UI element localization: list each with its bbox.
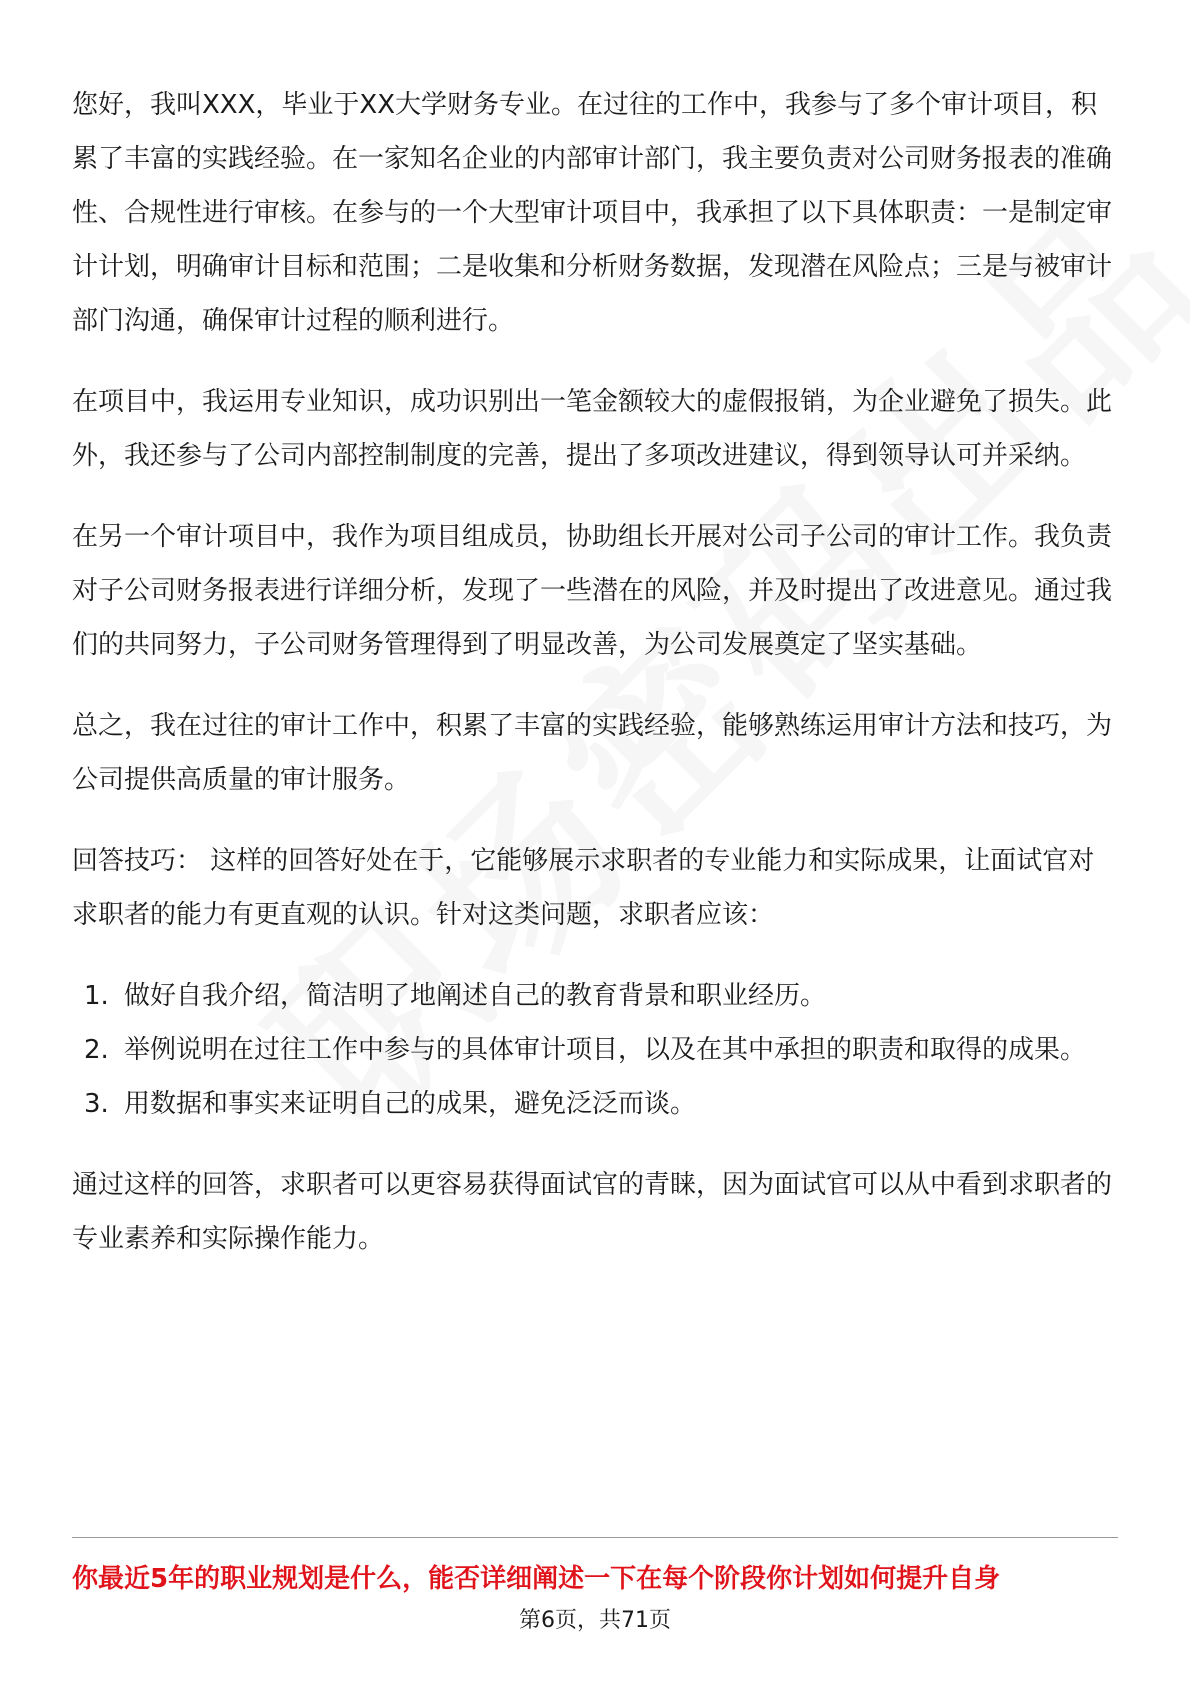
paragraph-intro: 您好，我叫XXX，毕业于XX大学财务专业。在过往的工作中，我参与了多个审计项目，积累了丰富的实践经验。在一家知名企业的内部审计部门，我主要负责对公司财务报表的准确性、合规性进行审核。在参与的一个大型审计项目中，我承担了以下具体职责：一是制定审计计划，明确审计目标和范围；二是收集和分析财务数据，发现潜在风险点；三是与被审计部门沟通，确保审计过程的顺利进行。 [72,90,1113,336]
divider [72,1537,1118,1538]
list-item [72,1023,1118,1077]
list-number: 1. [84,981,109,1011]
list-number: 3. [84,1089,109,1119]
tips-list [72,969,1118,1131]
next-question-heading: 你最近5年的职业规划是什么，能否详细阐述一下在每个阶段你计划如何提升自身 [72,1564,1001,1594]
list-item [72,969,1118,1023]
list-text: 用数据和事实来证明自己的成果，避免泛泛而谈。 [124,1089,697,1119]
paragraph-summary: 总之，我在过往的审计工作中，积累了丰富的实践经验，能够熟练运用审计方法和技巧，为公司提供高质量的审计服务。 [72,711,1113,795]
list-item [72,1077,1118,1131]
list-text: 做好自我介绍，简洁明了地阐述自己的教育背景和职业经历。 [124,981,827,1011]
answer-body [72,78,1118,1266]
page-number: 第6页，共71页 [519,1608,671,1633]
list-text: 举例说明在过往工作中参与的具体审计项目，以及在其中承担的职责和取得的成果。 [124,1035,1087,1065]
list-number: 2. [84,1035,109,1065]
paragraph-project-result: 在项目中，我运用专业知识，成功识别出一笔金额较大的虚假报销，为企业避免了损失。此外，我还参与了公司内部控制制度的完善，提出了多项改进建议，得到领导认可并采纳。 [72,387,1113,471]
paragraph-answer-tips: 回答技巧： 这样的回答好处在于，它能够展示求职者的专业能力和实际成果，让面试官对求职者的能力有更直观的认识。针对这类问题，求职者应该： [72,846,1095,930]
paragraph-conclusion: 通过这样的回答，求职者可以更容易获得面试官的青睐，因为面试官可以从中看到求职者的专业素养和实际操作能力。 [72,1170,1113,1254]
paragraph-subsidiary-audit: 在另一个审计项目中，我作为项目组成员，协助组长开展对公司子公司的审计工作。我负责对子公司财务报表进行详细分析，发现了一些潜在的风险，并及时提出了改进意见。通过我们的共同努力，子公司财务管理得到了明显改善，为公司发展奠定了坚实基础。 [72,522,1113,660]
